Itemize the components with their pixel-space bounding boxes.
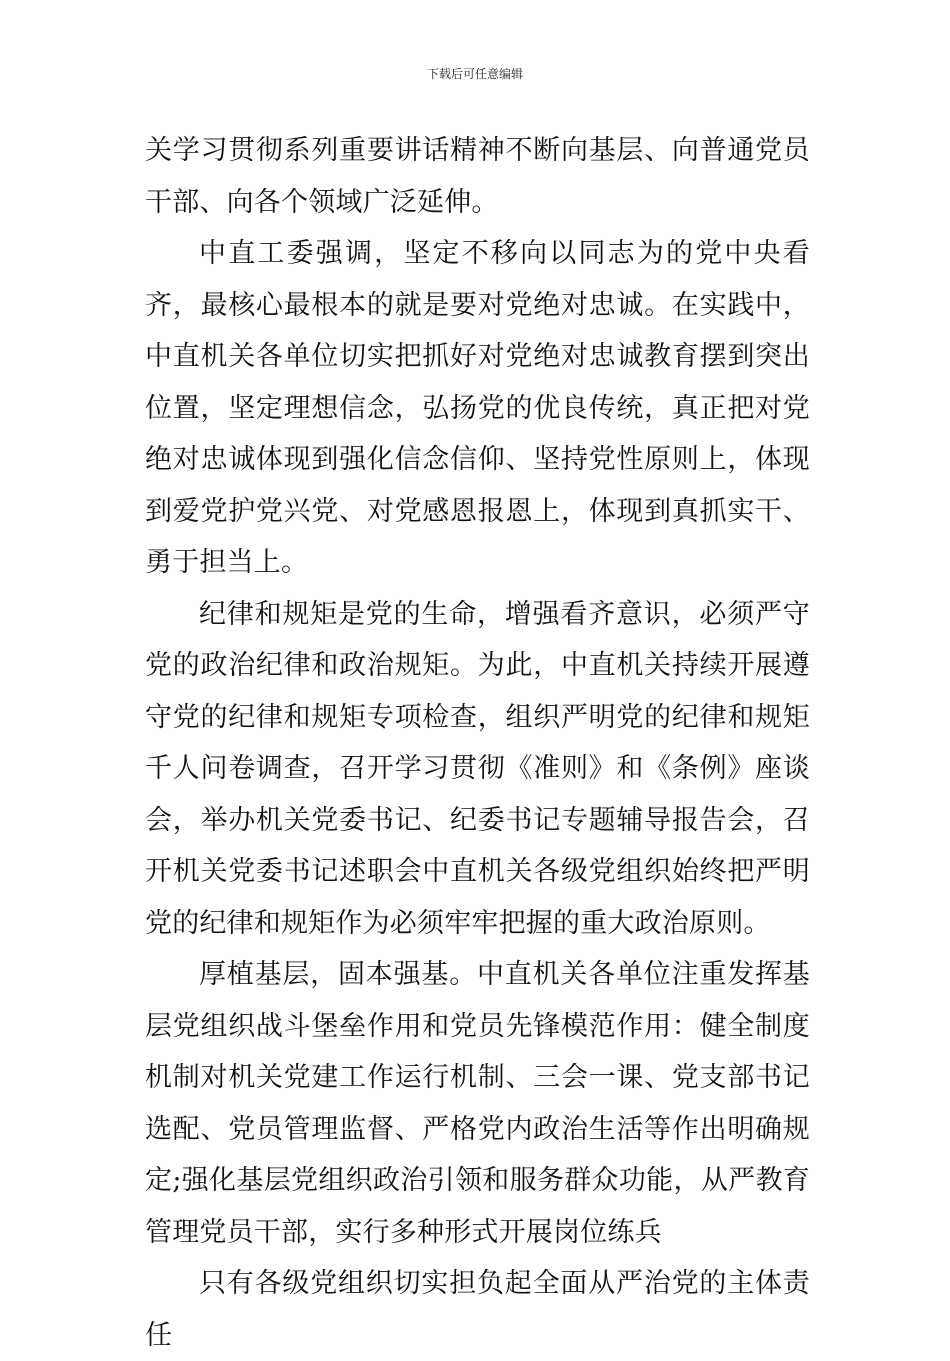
paragraph: 厚植基层，固本强基。中直机关各单位注重发挥基层党组织战斗堡垒作用和党员先锋模范作用：健全制度机制对机关党建工作运行机制、三会一课、党支部书记选配、党员管理监督、严格党内政治生活等作出明确规定;强化基层党组织政治引领和服务群众功能，从严教育管理党员干部，实行多种形式开展岗位练兵 bbox=[145, 959, 810, 1248]
paragraph: 只有各级党组织切实担负起全面从严治党的主体责任 bbox=[145, 1268, 810, 1351]
paragraph-continuation: 关学习贯彻系列重要讲话精神不断向基层、向普通党员干部、向各个领域广泛延伸。 bbox=[145, 135, 810, 218]
paragraph: 中直工委强调，坚定不移向以同志为的党中央看齐，最核心最根本的就是要对党绝对忠诚。在实践中，中直机关各单位切实把抓好对党绝对忠诚教育摆到突出位置，坚定理想信念，弘扬党的优良传统，真正把对党绝对忠诚体现到强化信念信仰、坚持党性原则上，体现到爱党护党兴党、对党感恩报恩上，体现到真抓实干、勇于担当上。 bbox=[145, 238, 810, 578]
document-body bbox=[145, 125, 810, 1361]
page-header: 下载后可任意编辑 bbox=[426, 67, 523, 81]
paragraph: 纪律和规矩是党的生命，增强看齐意识，必须严守党的政治纪律和政治规矩。为此，中直机关持续开展遵守党的纪律和规矩专项检查，组织严明党的纪律和规矩千人问卷调查，召开学习贯彻《准则》和《条例》座谈会，举办机关党委书记、纪委书记专题辅导报告会，召开机关党委书记述职会中直机关各级党组织始终把严明党的纪律和规矩作为必须牢牢把握的重大政治原则。 bbox=[145, 598, 810, 939]
